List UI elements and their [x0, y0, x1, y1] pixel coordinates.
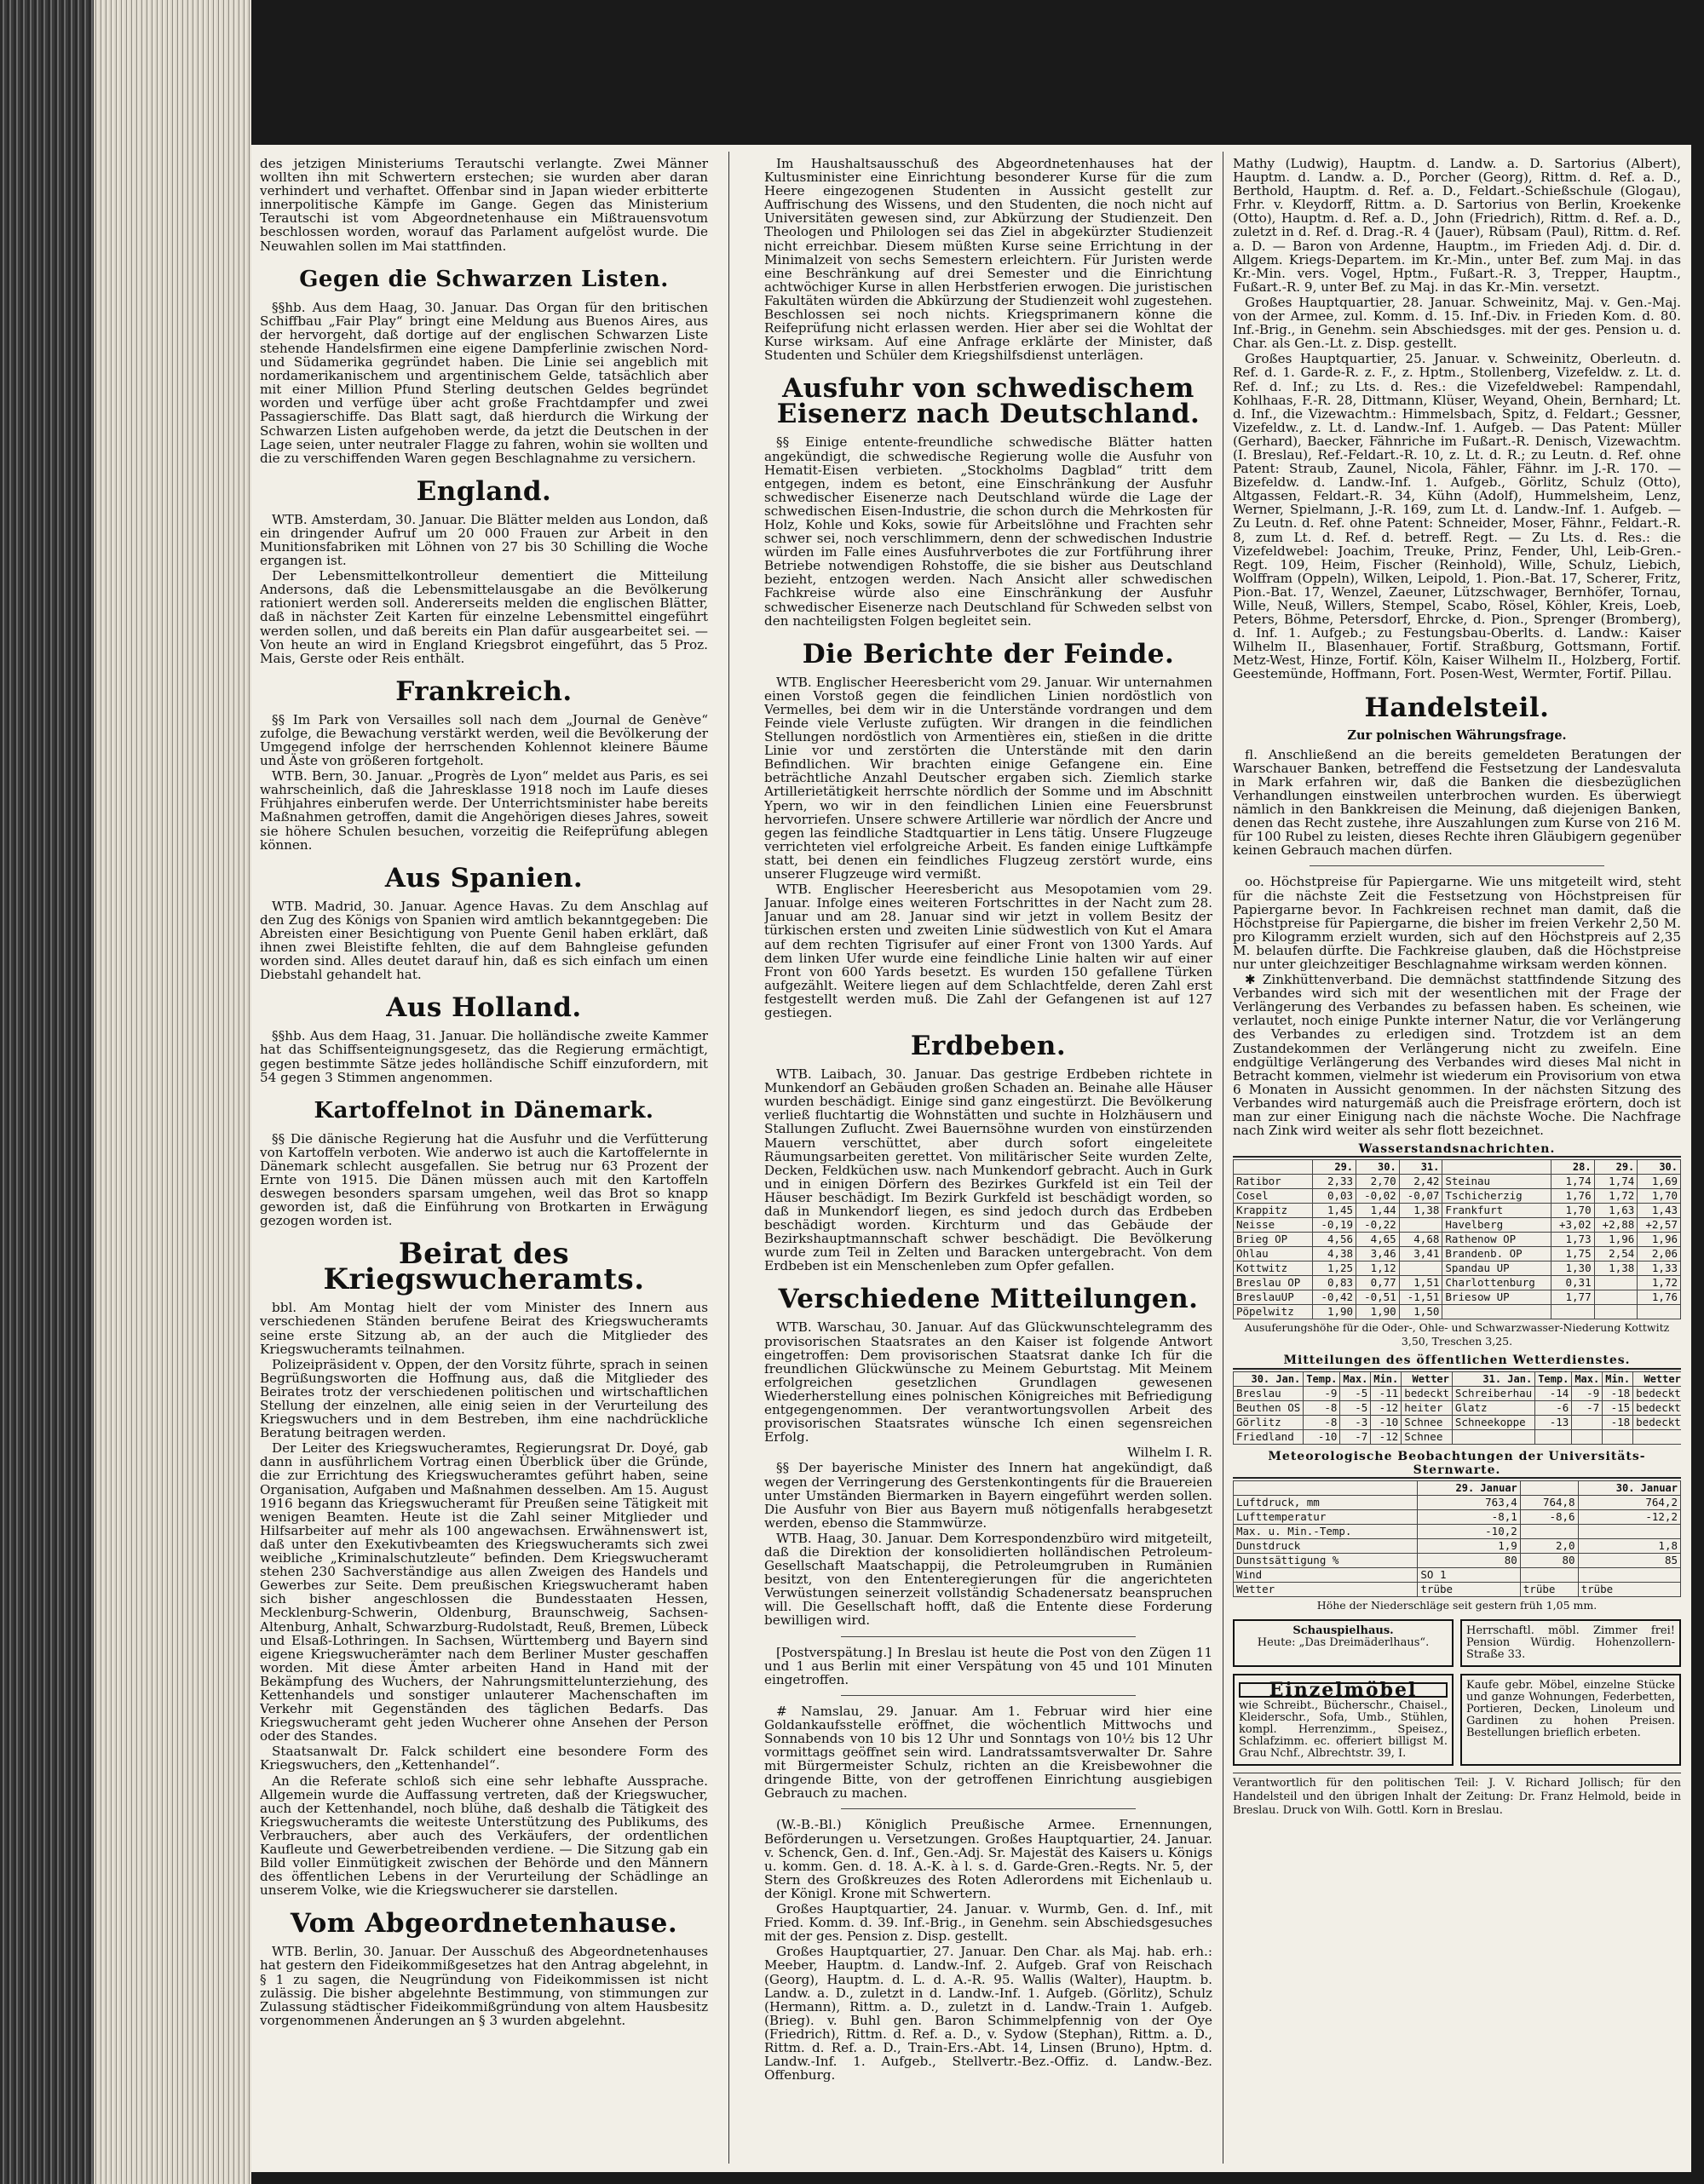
article-text: Großes Hauptquartier, 25. Januar. v. Schweinitz, Oberleutn. d. Ref. d. 1. Garde-R. z. F., z. Hptm., Stollenberg, Vizefeldw. z. Lt. d. Ref. d. Inf.; zu Lts. d. Res.: die Vizefeldwebel: Rampendahl, Kohlhaas, F.-R. 28, Dittmann, Klüser, Weyand, Ohein, Bernhard; Lt. d. Inf., die Vizewachtm.: Himmelsbach, Spitz, d. Feldart.; Gessner, Vizefeldw., z. Lt. d. Landw.-Inf. 1. Aufgeb. — Das Patent: Müller (Gerhard), Baecker, Fähnriche im Fußart.-R. Denisch, Vizewachtm. (I. Breslau), Ref.-Feldart.-R. 10, z. Lt. d. R.; zu Leutn. d. Ref. ohne Patent: Straub, Zaunel, Nicola, Fähler, Fähnr. im J.-R. 170. — Bizefeldw. d. Landw.-Inf. 1. Aufgeb., Görlitz, Schulz (Otto), Altgassen, Feldart.-R. 34, Kühn (Adolf), Hummelsheim, Lenz, Werner, Spielmann, J.-R. 169, zum Lt. d. Landw.-Inf. 1. Aufgeb. — Zu Leutn. d. Ref. ohne Patent: Schneider, Moser, Fähnr., Feldart.-R. 8, zum Lt. d. Ref. d. betreff. Regt. — Zu Lts. d. Res.: die Vizefeldwebel: Joachim, Treuke, Prinz, Fender, Uhl, Leib-Gren.-Regt. 109, Heim, Fischer (Reinhold), Wille, Schulz, Liebich, Wolffram (Oppeln), Wilken, Leipold, 1. Pion.-Bat. 17, Scherer, Fritz, Pion.-Bat. 17, Wenzel, Zaeuner, Lützschwager, Bernhöfer, Tornau, Wille, Neuß, Willers, Stempel, Scabo, Rösel, Köhler, Kreis, Loeb, Peters, Böhme, Petersdorf, Ehrcke, d. Pion., Sprenger (Bromberg), d. Inf. 1. Aufgeb.; zu Festungsbau-Oberlts. d. Landw.: Kaiser Wilhelm II., Blasenhauer, Fortif. Straßburg, Gottsmann, Fortif. Metz-West, Hinze, Fortif. Köln, Kaiser Wilhelm II., Holzberg, Fortif. Geestemünde, Hoffmann, Fort. Posen-West, Wermter, Fortif. Pillau. [1233, 351, 1681, 682]
weather-header-cell: 30. Jan. [1234, 1371, 1304, 1386]
table-row [1234, 1582, 1681, 1596]
weather-cell: -3 [1340, 1415, 1371, 1429]
article-text: Der Leiter des Kriegswucheramtes, Regierungsrat Dr. Doyé, gab dann in ausführlichem Vortrag einen Überblick über die Gründe, die zur Errichtung des Kriegswucheramtes geführt haben, seine Organisation, Aufgaben und Maßnahmen desselben. Am 15. August 1916 begann das Kriegswucheramt für Preußen seine Tätigkeit mit wenigen Beamten. Heute ist die Zahl seiner Mitglieder und Hilfsarbeiter auf mehr als 100 angewachsen. Erwähnenswert ist, daß unter den Exekutivbeamten des Kriegswucheramts sich zwei weibliche „Kriminalschutzleute“ befinden. Dem Kriegswucheramt stehen 230 Sachverständige aus allen Zweigen des Handels und Gewerbes zur Seite. Dem preußischen Kriegswucheramt haben sich bisher angeschlossen die Bundesstaaten Hessen, Mecklenburg-Schwerin, Oldenburg, Braunschweig, Sachsen-Altenburg, Anhalt, Schwarzburg-Rudolstadt, Reuß, Bremen, Lübeck und Elsaß-Lothringen. In Sachsen, Württemberg und Bayern sind eigene Kriegswucherämter nach dem Berliner Muster geschaffen worden. Mit diese Ämter arbeiten Hand in Hand mit der Bekämpfung des Wuchers, der Nahrungsmittelunterziehung, des Kettenhandels und sonstiger unlauterer Machenschaften im Verkehr mit Gegenständen des täglichen Bedarfs. Das Kriegswucheramt geht jeden Wucherer ohne Ansehen der Person oder des Standes. [260, 1440, 708, 1744]
headline: Verschiedene Mitteilungen. [778, 1284, 1199, 1315]
water-cell: 4,56 [1313, 1233, 1356, 1247]
column-rule [728, 152, 729, 2164]
water-cell: -0,42 [1313, 1290, 1356, 1305]
weather-cell [1452, 1429, 1534, 1444]
weather-cell: bedeckt [1633, 1386, 1681, 1400]
article-text: WTB. Haag, 30. Januar. Dem Korrespondenzbüro wird mitgeteilt, daß die Direktion der konsolidierten holländischen Petroleum-Gesellschaft Maatschappij, die Petroleumgruben in Rumänien besitzt, von den Ententeregierungen für die angerichteten Verwüstungen seinerzeit vollständig Schadenersatz beanspruchen will. Die Gesellschaft hofft, daß die Entente diese Forderung bewilligen wird. [764, 1530, 1212, 1629]
weather-cell: Schreiberhau [1452, 1386, 1534, 1400]
weather-cell: Schneekoppe [1452, 1415, 1534, 1429]
water-cell: 1,38 [1594, 1262, 1638, 1276]
water-cell: 0,77 [1356, 1276, 1400, 1290]
weather-cell: -11 [1371, 1386, 1402, 1400]
water-cell: 1,73 [1551, 1233, 1594, 1247]
water-cell: 1,33 [1638, 1262, 1681, 1276]
water-cell: Krappitz [1234, 1204, 1313, 1218]
weather-cell: -7 [1572, 1400, 1603, 1415]
weather-cell: Beuthen OS [1234, 1400, 1304, 1415]
water-cell: 1,72 [1594, 1189, 1638, 1204]
water-header-cell: 28. [1551, 1160, 1594, 1175]
meteo-cell [1578, 1567, 1680, 1582]
weather-cell: -9 [1304, 1386, 1340, 1400]
furniture-title: Einzelmöbel [1239, 1682, 1448, 1698]
weather-cell: -5 [1340, 1400, 1371, 1415]
divider [841, 1636, 1136, 1637]
weather-cell: heiter [1402, 1400, 1453, 1415]
meteo-cell [1520, 1524, 1578, 1538]
weather-header-cell: Min. [1603, 1371, 1633, 1386]
water-cell: 1,45 [1313, 1204, 1356, 1218]
table-row [1234, 1400, 1682, 1415]
water-cell: 1,74 [1551, 1175, 1594, 1189]
water-cell: 1,63 [1594, 1204, 1638, 1218]
article-text: Großes Hauptquartier, 24. Januar. v. Wurmb, Gen. d. Inf., mit Fried. Komm. d. 39. Inf.-Brig., in Genehm. sein Abschiedsgesuches mit der ges. Pension z. Disp. gestellt. [764, 1901, 1212, 1945]
water-header-cell: 31. [1399, 1160, 1442, 1175]
table-row [1234, 1509, 1681, 1524]
meteo-cell: -8,1 [1418, 1509, 1520, 1524]
water-cell: Neisse [1234, 1218, 1313, 1233]
water-cell: -0,02 [1356, 1189, 1400, 1204]
article-text: WTB. Madrid, 30. Januar. Agence Havas. Zu dem Anschlag auf den Zug des Königs von Spanien wird amtlich bekanntgegeben: Die Abreisten einer Besichtigung von Puente Genil haben erklärt, daß ihnen zwei Bleistifte fehlten, die auf dem Bahngleise gefunden worden sind. Alles deutet darauf hin, daß es sich einfach um einen Diebstahl gehandelt hat. [260, 898, 708, 983]
meteo-cell: 80 [1418, 1553, 1520, 1567]
headline: Die Berichte der Feinde. [802, 638, 1175, 670]
table-row [1234, 1276, 1681, 1290]
meteo-cell: 763,4 [1418, 1495, 1520, 1509]
water-cell: 2,33 [1313, 1175, 1356, 1189]
water-cell: 1,90 [1356, 1305, 1400, 1319]
water-cell: BreslauUP [1234, 1290, 1313, 1305]
table-row [1234, 1175, 1681, 1189]
column-1 [260, 157, 708, 2164]
water-cell: 4,68 [1399, 1233, 1442, 1247]
article-text: §§ Im Park von Versailles soll nach dem „Journal de Genève“ zufolge, die Bewachung verstärkt werden, weil die Bevölkerung der Umgegend infolge der herrschenden Kohlennot kleinere Bäume und Äste von größeren fortgeholt. [260, 711, 708, 769]
weather-cell: -12 [1371, 1400, 1402, 1415]
water-cell: 2,06 [1638, 1247, 1681, 1262]
headline: Kartoffelnot in Dänemark. [314, 1097, 654, 1124]
room-ad [1460, 1619, 1681, 1667]
article-text: des jetzigen Ministeriums Terautschi verlangte. Zwei Männer wollten ihn mit Schwertern erstechen; sie wurden aber daran verhindert und verhaftet. Offenbar sind in Japan wieder erbitterte innerpolitische Kämpfe im Gange. Gegen das Ministerium Terautschi ist vom Abgeordnetenhause ein Mißtrauensvotum beschlossen worden, worauf das Parlament aufgelöst wurde. Die Neuwahlen sollen im Mai stattfinden. [260, 157, 708, 254]
water-cell: 0,83 [1313, 1276, 1356, 1290]
weather-cell: Friedland [1234, 1429, 1304, 1444]
water-header-cell: 30. [1638, 1160, 1681, 1175]
water-cell: Frankfurt [1442, 1204, 1551, 1218]
water-cell [1594, 1276, 1638, 1290]
weather-header-cell: Max. [1340, 1371, 1371, 1386]
meteo-header-cell: 30. Januar [1578, 1480, 1680, 1495]
water-cell: -1,51 [1399, 1290, 1442, 1305]
water-cell: 2,54 [1594, 1247, 1638, 1262]
weather-cell: Schnee [1402, 1415, 1453, 1429]
furniture-text: wie Schreibt., Bücherschr., Chaisel., Kleiderschr., Sofa, Umb., Stühlen, kompl. Herrenzimm., Speisez., Schlafzimm. ec. offeriert billigst M. Grau Nchf., Albrechtstr. 39, I. [1239, 1698, 1448, 1760]
weather-cell: -8 [1304, 1415, 1340, 1429]
table-row [1234, 1429, 1682, 1444]
weather-header-cell: Max. [1572, 1371, 1603, 1386]
meteo-table-title: Meteorologische Beobachtungen der Universitäts-Sternwarte. [1233, 1450, 1681, 1479]
article-text: (W.-B.-Bl.) Königlich Preußische Armee. Ernennungen, Beförderungen u. Versetzungen. Großes Hauptquartier, 24. Januar. v. Schenck, Gen. d. Inf., Gen.-Adj. Sr. Majestät des Kaisers u. Königs u. komm. Gen. d. 18. A.-K. à l. s. d. Garde-Gren.-Regts. Nr. 5, der Stern des Großkreuzes des Roten Adlerordens mit Eichenlaub u. der Königl. Krone mit Schwertern. [764, 1817, 1212, 1901]
furniture-ad [1233, 1674, 1454, 1766]
article-text: oo. Höchstpreise für Papiergarne. Wie uns mitgeteilt wird, steht für die nächste Zeit die Festsetzung von Höchstpreisen für Papiergarne bevor. In Fachkreisen rechnet man damit, daß die Höchstpreise für Papiergarne, die bisher im freien Verkehr 2,50 M. pro Kilogramm erzielt wurden, sich auf den Höchstpreis auf 2,35 M. belaufen dürfte. Die Fachkreise glauben, daß die Höchstpreise nur unter gleichzeitiger Beschlagnahme wirksam werden können. [1233, 874, 1681, 972]
water-cell: Spandau UP [1442, 1262, 1551, 1276]
article-text: §§ Der bayerische Minister des Innern hat angekündigt, daß wegen der Verringerung des Gerstenkontingents für die Brauereien unter Umständen Biermarken in Bayern eingeführt werden sollen. Die Ausfuhr von Bier aus Bayern muß nötigenfalls herabgesetzt werden, ebenso die Stammwürze. [764, 1460, 1212, 1531]
weather-header-cell: 31. Jan. [1452, 1371, 1534, 1386]
theater-title: Schauspielhaus. [1292, 1624, 1394, 1637]
weather-cell: -14 [1535, 1386, 1572, 1400]
headline: Handelsteil. [1364, 692, 1550, 723]
theater-text: Heute: „Das Dreimäderlhaus“. [1257, 1635, 1430, 1649]
water-cell: 1,25 [1313, 1262, 1356, 1276]
meteo-cell: 764,8 [1520, 1495, 1578, 1509]
headline: Vom Abgeordnetenhause. [290, 1908, 678, 1940]
weather-cell [1535, 1429, 1572, 1444]
weather-header-cell: Wetter [1633, 1371, 1681, 1386]
water-cell: 1,74 [1594, 1175, 1638, 1189]
divider [1310, 865, 1604, 866]
meteo-cell: Max. u. Min.-Temp. [1234, 1524, 1418, 1538]
water-cell: 1,76 [1638, 1290, 1681, 1305]
ads-row [1233, 1674, 1681, 1766]
article-text: WTB. Englischer Heeresbericht aus Mesopotamien vom 29. Januar. Infolge eines weiteren Fortschrittes in der Nacht zum 28. Januar und am 28. Januar sind wir jetzt in vollem Besitz der türkischen ersten und zweiten Linie südwestlich von Kut el Amara auf dem rechten Tigrisufer auf einer Front von 1300 Yards. Auf dem linken Ufer wurde eine feindliche Linie halten wir auf einer Front von 600 Yards besetzt. Es wurden 150 gefallene Türken aufgezählt. Weitere liegen auf dem Schlachtfelde, deren Zahl erst festgestellt werden muß. Die Zahl der Gefangenen ist auf 127 gestiegen. [764, 882, 1212, 1020]
weather-cell: -18 [1603, 1415, 1633, 1429]
table-row [1234, 1538, 1681, 1553]
weather-cell: bedeckt [1633, 1400, 1681, 1415]
meteo-cell: Wind [1234, 1567, 1418, 1582]
water-cell: 1,44 [1356, 1204, 1400, 1218]
weather-cell [1603, 1429, 1633, 1444]
water-cell [1551, 1305, 1594, 1319]
meteo-cell: 1,8 [1578, 1538, 1680, 1553]
water-cell: Ratibor [1234, 1175, 1313, 1189]
theater-ad [1233, 1619, 1454, 1667]
weather-cell: -5 [1340, 1386, 1371, 1400]
book-spine-edge [0, 0, 94, 2184]
weather-cell [1633, 1429, 1681, 1444]
meteo-cell: 85 [1578, 1553, 1680, 1567]
weather-cell: -10 [1304, 1429, 1340, 1444]
water-cell: Brandenb. OP [1442, 1247, 1551, 1262]
water-cell: 4,65 [1356, 1233, 1400, 1247]
weather-cell: -12 [1371, 1429, 1402, 1444]
table-row [1234, 1495, 1681, 1509]
water-cell: Brieg OP [1234, 1233, 1313, 1247]
meteo-cell: SO 1 [1418, 1567, 1520, 1582]
water-cell [1594, 1305, 1638, 1319]
weather-cell: -7 [1340, 1429, 1371, 1444]
column-2 [764, 157, 1212, 2164]
water-cell: 2,70 [1356, 1175, 1400, 1189]
water-cell: 3,46 [1356, 1247, 1400, 1262]
water-header-cell: 29. [1594, 1160, 1638, 1175]
water-cell: 1,12 [1356, 1262, 1400, 1276]
water-cell: -0,19 [1313, 1218, 1356, 1233]
weather-cell [1572, 1429, 1603, 1444]
water-cell: Rathenow OP [1442, 1233, 1551, 1247]
table-row [1234, 1204, 1681, 1218]
water-cell: Kottwitz [1234, 1262, 1313, 1276]
water-cell [1594, 1290, 1638, 1305]
meteo-cell: -12,2 [1578, 1509, 1680, 1524]
meteo-cell: Wetter [1234, 1582, 1418, 1596]
meteo-cell: trübe [1418, 1582, 1520, 1596]
meteo-cell: Luftdruck, mm [1234, 1495, 1418, 1509]
article-text: Der Lebensmittelkontrolleur dementiert die Mitteilung Andersons, daß die Lebensmittelausgabe an die Bevölkerung rationiert werden soll. Andererseits melden die englischen Blätter, daß in nächster Zeit Karten für einzelne Lebensmittel eingeführt werden sollen, und daß bereits ein Plan dafür ausgearbeitet sei. — Von heute an wird in England Kriegsbrot eingeführt, das 5 Proz. Mais, Gerste oder Reis enthält. [260, 568, 708, 666]
table-row [1234, 1233, 1681, 1247]
water-cell: 1,72 [1638, 1276, 1681, 1290]
article-text: Großes Hauptquartier, 28. Januar. Schweinitz, Maj. v. Gen.-Maj. von der Armee, zul. Komm. d. 15. Inf.-Div. in Frieden Kom. d. 80. Inf.-Brig., in Genehm. sein Abschiedsges. mit der ges. Pension u. d. Char. als Gen.-Lt. z. Disp. gestellt. [1233, 294, 1681, 352]
water-cell: +2,88 [1594, 1218, 1638, 1233]
article-text: Polizeipräsident v. Oppen, der den Vorsitz führte, sprach in seinen Begrüßungsworten die Hoffnung aus, daß die Mitglieder des Beirates trotz der verschiedenen politischen und wirtschaftlichen Stellung der einzelnen, alle einig seien in der Verurteilung des Kriegswuchers und in dem Bestreben, ihm eine nachdrückliche Beratung beitragen werden. [260, 1356, 708, 1441]
water-header-cell: 30. [1356, 1160, 1400, 1175]
water-cell: 1,90 [1313, 1305, 1356, 1319]
water-cell: 1,77 [1551, 1290, 1594, 1305]
weather-header-cell: Min. [1371, 1371, 1402, 1386]
meteo-cell: 2,0 [1520, 1538, 1578, 1553]
article-text: §§hb. Aus dem Haag, 31. Januar. Die holländische zweite Kammer hat das Schiffsenteignungsgesetz, das die Regierung ermächtigt, gegen bestimmte Sätze jedes holländische Schiff einzufordern, mit 54 gegen 3 Stimmen angenommen. [260, 1028, 708, 1085]
meteo-cell: -10,2 [1418, 1524, 1520, 1538]
water-cell [1638, 1305, 1681, 1319]
article-text: WTB. Laibach, 30. Januar. Das gestrige Erdbeben richtete in Munkendorf an Gebäuden großen Schaden an. Beinahe alle Häuser wurden beschädigt. Einige sind ganz eingestürzt. Die Bevölkerung verließ fluchtartig die Wohnstätten und suchte in Holzhäusern und Stallungen Zuflucht. Zwei Bauernsöhne wurden von einstürzenden Mauern verschüttet, aber durch sofort eingeleitete Räumungsarbeiten gerettet. Von militärischer Seite wurden Zelte, Decken, Feldküchen usw. nach Munkendorf gebracht. Auch in Gurk und in einigen Dörfern des Bezirkes Gurkfeld ist ein Teil der Häuser beschädigt. Im Bezirk Gurkfeld ist beschädigt worden, so daß in Munkendorf liegen, es sind jedoch durch das Erdbeben beschädigt worden. Kirchturm und das Gebäude der Bezirkshauptmannschaft schwer beschädigt. Die Bevölkerung wurde zum Teil in Zelten und Baracken untergebracht. Von dem Erdbeben ist ein Menschenleben zum Opfer gefallen. [764, 1066, 1212, 1274]
column-3 [1233, 157, 1681, 2164]
weather-cell: -18 [1603, 1386, 1633, 1400]
meteo-cell [1520, 1567, 1578, 1582]
water-cell: 1,70 [1551, 1204, 1594, 1218]
imprint: Verantwortlich für den politischen Teil: J. V. Richard Jollisch; für den Handelsteil und den übrigen Inhalt der Zeitung: Dr. Franz Helmold, beide in Breslau. Druck von Wilh. Gottl. Korn in Breslau. [1233, 1773, 1681, 1818]
book-page-stack [94, 0, 251, 2184]
water-cell: Briesow UP [1442, 1290, 1551, 1305]
article-text: [Postverspätung.] In Breslau ist heute die Post von den Zügen 11 und 1 aus Berlin mit einer Verspätung von 45 und 101 Minuten eingetroffen. [764, 1644, 1212, 1687]
weather-cell: -6 [1535, 1400, 1572, 1415]
weather-cell: Görlitz [1234, 1415, 1304, 1429]
article-text: §§ Die dänische Regierung hat die Ausfuhr und die Verfütterung von Kartoffeln verboten. Wie anderwo ist auch die Kartoffelernte in Dänemark schlecht ausgefallen. Sie betrug nur 63 Prozent der Ernte von 1915. Die Dänen müssen auch mit den Kartoffeln deswegen besonders sparsam umgehen, weil das Brot so knapp geworden ist, daß die Einführung von Brotkarten in Erwägung gezogen worden ist. [260, 1130, 708, 1229]
water-header-cell [1442, 1160, 1551, 1175]
meteo-header-cell: 29. Januar [1418, 1480, 1520, 1495]
weather-table-title: Mitteilungen des öffentlichen Wetterdienstes. [1233, 1354, 1681, 1369]
water-cell: 4,38 [1313, 1247, 1356, 1262]
water-cell: Ohlau [1234, 1247, 1313, 1262]
weather-cell: Breslau [1234, 1386, 1304, 1400]
water-cell: 1,76 [1551, 1189, 1594, 1204]
weather-header-cell: Temp. [1535, 1371, 1572, 1386]
newspaper-page [251, 145, 1691, 2172]
water-cell: -0,22 [1356, 1218, 1400, 1233]
table-row [1234, 1553, 1681, 1567]
article-text: bbl. Am Montag hielt der vom Minister des Innern aus verschiedenen Ständen berufene Beirat des Kriegswucheramts seine erste Sitzung ab, an der auch die Mitglieder des Kriegswucheramts teilnahmen. [260, 1300, 708, 1357]
water-cell: 1,75 [1551, 1247, 1594, 1262]
water-cell: 1,30 [1551, 1262, 1594, 1276]
table-row [1234, 1415, 1682, 1429]
water-cell: 1,69 [1638, 1175, 1681, 1189]
ads-row [1233, 1619, 1681, 1667]
water-cell: Pöpelwitz [1234, 1305, 1313, 1319]
meteo-cell: -8,6 [1520, 1509, 1578, 1524]
article-text: ✱ Zinkhüttenverband. Die demnächst stattfindende Sitzung des Verbandes wird sich mit der wesentlichen mit der Frage der Verlängerung des Verbandes zu befassen haben. Es scheinen, wie verlautet, noch einige Punkte interner Natur, die vor Verlängerung des Verbandes zu erledigen sind. Trotzdem ist an dem Zustandekommen der Verlängerung nicht zu zweifeln. Eine endgültige Verlängerung des Verbandes wird dieses Mal nicht in Betracht kommen, vielmehr ist wiederum ein Provisorium von etwa 6 Monaten in Aussicht genommen. In der nächsten Sitzung des Verbandes wird naturgemäß auch die Preisfrage erörtern, doch ist man zur einer Einigung nach die nächste Woche. Die Nachfrage nach Zink wird weiter als sehr flott bezeichnet. [1233, 972, 1681, 1139]
weather-cell: -9 [1572, 1386, 1603, 1400]
signature: Wilhelm I. R. [1127, 1445, 1212, 1461]
buy-text: Kaufe gebr. Möbel, einzelne Stücke und ganze Wohnungen, Federbetten, Portieren, Decken, Linoleum und Gardinen zu hohen Preisen. Bestellungen brieflich erbeten. [1466, 1678, 1675, 1739]
room-text: Herrschaftl. möbl. Zimmer frei! Pension Würdig. Hohenzollern-Straße 33. [1466, 1624, 1675, 1661]
table-row [1234, 1247, 1681, 1262]
article-text: §§hb. Aus dem Haag, 30. Januar. Das Organ für den britischen Schiffbau „Fair Play“ bringt eine Meldung aus Buenos Aires, aus der hervorgeht, daß dortige auf der englischen Schwarzen Liste stehende Handelsfirmen eine eigene Dampferlinie zwischen Nord- und Südamerika gegründet haben. Die Linie sei angeblich mit nordamerikanischem und argentinischem Gelde, tatsächlich aber mit einer Million Pfund Sterling deutschen Geldes begründet worden und verfüge über acht große Frachtdampfer und zwei Passagierschiffe. Das Blatt sagt, daß hierdurch die Wirkung der Schwarzen Listen aufgehoben werde, da jetzt die Deutschen in der Lage seien, unter neutraler Flagge zu fahren, wohin sie wollten und die zu verschiffenden Waren gegen Beschlagnahme zu versichern. [260, 299, 708, 466]
meteo-note: Höhe der Niederschläge seit gestern früh 1,05 mm. [1316, 1598, 1598, 1612]
headline: Ausfuhr von schwedischem Eisenerz nach Deutschland. [776, 373, 1200, 430]
meteo-cell: trübe [1578, 1582, 1680, 1596]
meteo-cell: Dunstsättigung % [1234, 1553, 1418, 1567]
water-cell: +2,57 [1638, 1218, 1681, 1233]
water-cell: Steinau [1442, 1175, 1551, 1189]
buy-ad [1460, 1674, 1681, 1766]
water-header-cell: 29. [1313, 1160, 1356, 1175]
water-cell: 2,42 [1399, 1175, 1442, 1189]
article-text: Großes Hauptquartier, 27. Januar. Den Char. als Maj. hab. erh.: Meeber, Hauptm. d. Landw.-Inf. 2. Aufgeb. Graf von Reischach (Georg), Hauptm. d. L. d. A.-R. 95. Wallis (Walter), Hauptm. b. Landw. a. D., zuletzt in d. Landw.-Inf. 1. Aufgeb. (Görlitz), Schulz (Hermann), Rittm. a. D., zuletzt in d. Landw.-Train 1. Aufgeb. (Brieg). v. Buhl gen. Baron Schimmelpfennig von der Oye (Friedrich), Rittm. d. Ref. a. D., v. Sydow (Stephan), Rittm. a. D., Rittm. d. Ref. a. D., Train-Ers.-Abt. 14, Linsen (Bruno), Hptm. d. Landw.-Inf. 1. Aufgeb., Stellvertr.-Bez.-Offiz. d. Landw.-Bez. Offenburg. [764, 1944, 1212, 2083]
table-row [1234, 1305, 1681, 1319]
meteo-cell: 80 [1520, 1553, 1578, 1567]
weather-cell: Schnee [1402, 1429, 1453, 1444]
water-cell: 1,96 [1638, 1233, 1681, 1247]
weather-header-cell: Temp. [1304, 1371, 1340, 1386]
water-cell: 1,38 [1399, 1204, 1442, 1218]
headline: Gegen die Schwarzen Listen. [299, 266, 669, 292]
meteo-cell: 764,2 [1578, 1495, 1680, 1509]
water-cell: 3,41 [1399, 1247, 1442, 1262]
weather-cell: bedeckt [1633, 1415, 1681, 1429]
water-cell: 1,51 [1399, 1276, 1442, 1290]
table-row [1234, 1386, 1682, 1400]
water-cell [1399, 1218, 1442, 1233]
headline: Erdbeben. [910, 1031, 1067, 1062]
weather-cell: -15 [1603, 1400, 1633, 1415]
water-cell [1442, 1305, 1551, 1319]
headline: Aus Holland. [386, 992, 582, 1024]
article-text: WTB. Warschau, 30. Januar. Auf das Glückwunschtelegramm des provisorischen Staatsrates an den Kaiser ist folgende Antwort eingetroffen: Dem provisorischen Staatsrat danke Ich für die freundlichen Glückwünsche zu Meinem Geburtstag. Mit Meinem erfolgreichen gesetzlichen Grundlagen gewesenen Wiederherstellung eines polnischen Königreiches mit Befriedigung entgegengenommen. Der verantwortungsvollen Arbeit des provisorischen Staatsrates wünsche Ich einen segensreichen Erfolg. [764, 1319, 1212, 1445]
water-cell: -0,51 [1356, 1290, 1400, 1305]
water-cell: 1,96 [1594, 1233, 1638, 1247]
headline: England. [416, 475, 552, 507]
article-text: Mathy (Ludwig), Hauptm. d. Landw. a. D. Sartorius (Albert), Hauptm. d. Landw. a. D., Porcher (Georg), Rittm. d. Ref. a. D., Berthold, Hauptm. d. Ref. a. D., Feldart.-Schießschule (Glogau), Frhr. v. Kleydorff, Rittm. a. D. Sartorius von Berlin, Kroekenke (Otto), Hauptm. d. Ref. a. D., John (Friedrich), Rittm. d. Ref. a. D., zuletzt in d. Ref. d. Drag.-R. 4 (Jauer), Rübsam (Paul), Rittm. d. Ref. a. D. — Baron von Ardenne, Hauptm., im Frieden Adj. d. Dir. d. Allgem. Kriegs-Departem. im Kr.-Min., unter Bef. zum Maj. in das Kr.-Min. vers. Vogel, Hptm., Fußart.-R. 3, Trepper, Hauptm., Fußart.-R. 9, unter Bef. zu Maj. in das Kr.-Min. versetzt. [1233, 157, 1681, 295]
water-header-cell [1234, 1160, 1313, 1175]
table-row [1234, 1218, 1681, 1233]
water-level-table [1233, 1159, 1681, 1319]
article-text: An die Referate schloß sich eine sehr lebhafte Aussprache. Allgemein wurde die Auffassung vertreten, daß der Kriegswucher, auch der Kettenhandel, noch blühe, daß deshalb die Tätigkeit des Kriegswucheramts die weiteste Unterstützung des Publikums, des Verbrauchers, aber auch des Verkäufers, der ordentlichen Kaufleute und Gewerbetreibenden verdiene. — Die Sitzung gab ein Bild voller Einmütigkeit zwischen der Behörde und den Männern des öffentlichen Lebens in der Verurteilung der Schädlinge an unserem Volke, wie die Kriegswucherer sie darstellen. [260, 1773, 708, 1899]
water-cell: 0,31 [1551, 1276, 1594, 1290]
meteo-cell: 1,9 [1418, 1538, 1520, 1553]
weather-header-cell: Wetter [1402, 1371, 1453, 1386]
water-cell: Charlottenburg [1442, 1276, 1551, 1290]
water-table-title: Wasserstandsnachrichten. [1233, 1142, 1681, 1158]
headline: Frankreich. [395, 675, 573, 707]
water-cell: Tschicherzig [1442, 1189, 1551, 1204]
article-text: WTB. Berlin, 30. Januar. Der Ausschuß des Abgeordnetenhauses hat gestern den Fideikommißgesetzes hat den Antrag abgelehnt, in § 1 zu sagen, die Neugründung von Fideikommissen ist nicht zulässig. Die bisher abgelehnte Bestimmung, von stimmungen zur Zulassung städtischer Fideikommißgründung von altem Hausbesitz vorgenommenen Änderungen an § 3 wurden abgelehnt. [260, 1944, 708, 2028]
water-cell: 1,70 [1638, 1189, 1681, 1204]
article-text: fl. Anschließend an die bereits gemeldeten Beratungen der Warschauer Banken, betreffend die Festsetzung der Landesvaluta in Mark erfahren wir, daß die Banken die diesbezüglichen Verhandlungen einstweilen unterbrochen wurden. Es überwiegt nämlich in den Bankkreisen die Meinung, daß diejenigen Banken, denen das Recht zustehe, ihre Auszahlungen zum Kurse von 216 M. für 100 Rubel zu leisten, dieses Rechte ihren Gläubigern gegenüber keinen Gebrauch machen dürfen. [1233, 746, 1681, 859]
table-row [1234, 1189, 1681, 1204]
water-note: Ausuferungshöhe für die Oder-, Ohle- und Schwarzwasser-Niederung Kottwitz 3,50, Treschen 3,25. [1244, 1321, 1670, 1348]
meteo-cell: Lufttemperatur [1234, 1509, 1418, 1524]
weather-cell: -10 [1371, 1415, 1402, 1429]
meteo-cell: trübe [1520, 1582, 1578, 1596]
water-cell: Breslau OP [1234, 1276, 1313, 1290]
divider [841, 1695, 1136, 1696]
water-cell: Cosel [1234, 1189, 1313, 1204]
divider [841, 1808, 1136, 1809]
article-text: # Namslau, 29. Januar. Am 1. Februar wird hier eine Goldankaufsstelle eröffnet, die wöchentlich Mittwochs und Sonnabends von 10 bis 12 Uhr und Sonntags von 10½ bis 12 Uhr vormittags geöffnet sein wird. Landratssamtsverwalter Dr. Sahre mit Bürgermeister Schulz, richten an die Kreisbewohner die dringende Bitte, von der getroffenen Einrichtung ausgiebigen Gebrauch zu machen. [764, 1703, 1212, 1802]
article-text: WTB. Englischer Heeresbericht vom 29. Januar. Wir unternahmen einen Vorstoß gegen die feindlichen Linien nordöstlich von Vermelles, bei dem wir in die Unterstände vordrangen und dem Feinde viele Verluste zufügten. Wir drangen in die feindlichen Stellungen nordöstlich von Armentières ein, stießen in die dritte Linie vor und zerstörten die Unterstände mit den darin Befindlichen. Wir brachten einige Gefangene ein. Eine beträchtliche Anzahl Deutscher ergaben sich. Ziemlich starke Artillerietätigkeit herrschte nördlich der Somme und im Abschnitt Ypern, wo wir in den feindlichen Linien eine Feuersbrunst hervorriefen. Unsere schwere Artillerie war nördlich der Ancre und gegen las feindliche Stadtquartier in Lens tätig. Unsere Flugzeuge verrichteten viel erfolgreiche Arbeit. Es fanden einige Luftkämpfe statt, bei denen ein feindliches Flugzeug zerstört wurde, eins unserer Flugzeuge wird vermißt. [764, 674, 1212, 882]
table-row [1234, 1290, 1681, 1305]
table-row [1234, 1262, 1681, 1276]
article-text: WTB. Amsterdam, 30. Januar. Die Blätter melden aus London, daß ein dringender Aufruf um 20 000 Frauen zur Arbeit in den Munitionsfabriken mit Löhnen von 27 bis 30 Schilling die Woche ergangen ist. [260, 511, 708, 569]
meteo-header-cell [1520, 1480, 1578, 1495]
water-cell [1399, 1262, 1442, 1276]
meteo-header-cell [1234, 1480, 1418, 1495]
meteo-cell: Dunstdruck [1234, 1538, 1418, 1553]
subheadline: Zur polnischen Währungsfrage. [1347, 727, 1567, 743]
article-text: Staatsanwalt Dr. Falck schildert eine besondere Form des Kriegswuchers, den „Kettenhandel“. [260, 1744, 708, 1773]
water-cell: -0,07 [1399, 1189, 1442, 1204]
weather-cell: bedeckt [1402, 1386, 1453, 1400]
article-text: §§ Einige entente-freundliche schwedische Blätter hatten angekündigt, die schwedische Regierung wolle die Ausfuhr von Hematit-Eisen verbieten. „Stockholms Dagblad“ tritt dem entgegen, indem es betont, eine Einschränkung der Ausfuhr schwedischer Eisenerze nach Deutschland würde die Lage der schwedischen Eisen-Industrie, die schon durch die Mehrkosten für Holz, Kohle und Koks, sowie für Arbeitslöhne und Frachten sehr schwer sei, noch verschlimmern, denn der schwedischen Industrie würden im Falle eines Ausfuhrverbotes die zur Fortführung ihrer Betriebe notwendigen Rohstoffe, die sie bisher aus Deutschland bezieht, entzogen werden. Nach Ansicht aller schwedischen Fachkreise würde also eine Einschränkung der Ausfuhr schwedischer Eisenerze nach Deutschland für Schweden selbst von den nachteiligsten Folgen begleitet sein. [764, 434, 1212, 629]
water-cell: 1,50 [1399, 1305, 1442, 1319]
water-cell: 0,03 [1313, 1189, 1356, 1204]
headline: Beirat des Kriegswucheramts. [323, 1237, 645, 1297]
headline: Aus Spanien. [384, 862, 584, 894]
article-text: WTB. Bern, 30. Januar. „Progrès de Lyon“ meldet aus Paris, es sei wahrscheinlich, daß die Jahresklasse 1918 noch im Laufe dieses Frühjahres einberufen werde. Der Unterrichtsminister habe bereits Maßnahmen getroffen, damit die Angehörigen dieses Jahres, soweit sie höhere Schulen besuchen, vorzeitig die Reifeprüfung ablegen können. [260, 768, 708, 853]
weather-table [1233, 1371, 1681, 1445]
meteo-table [1233, 1480, 1681, 1597]
table-row [1234, 1567, 1681, 1582]
weather-cell: Glatz [1452, 1400, 1534, 1415]
water-cell: 1,43 [1638, 1204, 1681, 1218]
article-text: Im Haushaltsausschuß des Abgeordnetenhauses hat der Kultusminister eine Einrichtung besonderer Kurse für die zum Heere eingezogenen Studenten in Aussicht gestellt zur Auffrischung des Wissens, und den Studenten, die noch nicht auf Universitäten gewesen sind, zur Abkürzung der Studienzeit. Den Theologen und Philologen sei das Ziel in abgekürzter Studienzeit nicht erreichbar. Diesem müßten Kurse seine Errichtung in der Minimalzeit von sechs Semestern erleichtern. Für Juristen werde eine Beschränkung auf drei Semester und die Einrichtung achtwöchiger Kurse in allen Herbstferien erwogen. Die juristischen Fakultäten würden die Abkürzung der Studienzeit wohl zugestehen. Beschlossen sei noch nichts. Kriegsprimanern könne die Reifeprüfung nicht erlassen werden. Hier aber sei die Wohltat der Kurse wirksam. Auf eine Anfrage erklärte der Minister, daß Studenten und Schüler dem Kriegshilfsdienst unterlägen. [764, 157, 1212, 364]
meteo-cell [1578, 1524, 1680, 1538]
water-cell: +3,02 [1551, 1218, 1594, 1233]
table-row [1234, 1524, 1681, 1538]
weather-cell [1572, 1415, 1603, 1429]
weather-cell: -13 [1535, 1415, 1572, 1429]
water-cell: Havelberg [1442, 1218, 1551, 1233]
weather-cell: -8 [1304, 1400, 1340, 1415]
